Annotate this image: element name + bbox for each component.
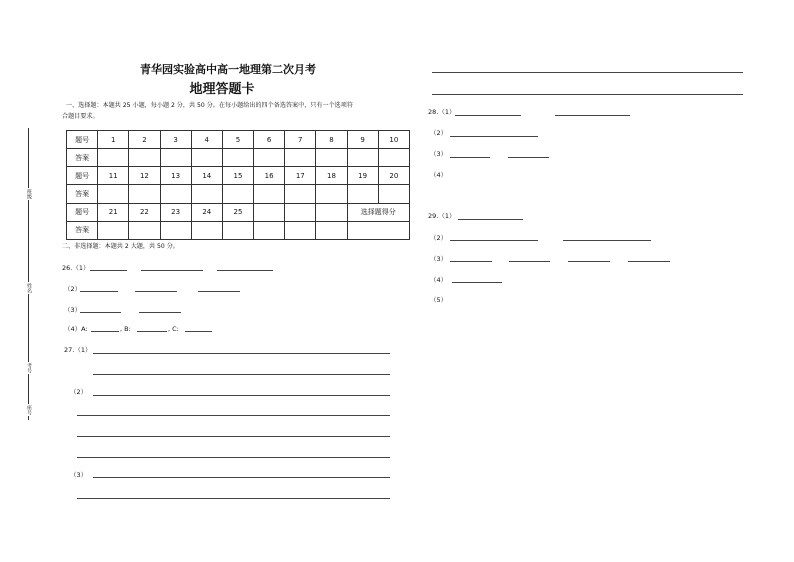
row-label-answer: 答案 — [67, 185, 98, 203]
answer-cell — [160, 185, 191, 203]
section-one-instruction-continued: 合题目要求。 — [62, 113, 99, 120]
question-number-cell: 14 — [191, 167, 222, 185]
q27-part1-label: 27.（1） — [64, 346, 92, 354]
question-number-row — [67, 131, 410, 149]
answer-blank — [555, 115, 630, 116]
q26-part4-label: （4）A: — [64, 325, 88, 333]
class-label: 班级 — [26, 189, 32, 199]
question-number-cell: 9 — [347, 131, 378, 149]
answer-cell — [222, 185, 253, 203]
q27-part3-label: （3） — [70, 471, 88, 479]
name-label: 姓名 — [26, 283, 32, 293]
q28-part4-label: （4） — [430, 171, 448, 179]
question-number-cell: 11 — [98, 167, 129, 185]
question-number-cell: 25 — [222, 203, 253, 221]
question-number-cell: 3 — [160, 131, 191, 149]
answer-blank — [139, 312, 181, 313]
question-number-cell: 8 — [316, 131, 347, 149]
answer-blank — [508, 157, 549, 158]
question-number-cell: 17 — [285, 167, 316, 185]
answer-cell — [191, 185, 222, 203]
seat-number-label: 座号 — [26, 405, 32, 415]
answer-cell — [129, 221, 160, 239]
q28-part2-label: （2） — [430, 129, 448, 137]
question-number-row — [67, 203, 410, 221]
answer-cell — [285, 221, 316, 239]
answer-cell — [254, 185, 285, 203]
answer-cell — [378, 149, 409, 167]
question-number-cell: 15 — [222, 167, 253, 185]
answer-blank — [563, 240, 651, 241]
answer-blank — [141, 270, 203, 271]
question-number-cell: 7 — [285, 131, 316, 149]
answer-line — [432, 72, 743, 73]
answer-cell — [191, 221, 222, 239]
answer-cell — [347, 149, 378, 167]
choice-table — [66, 130, 410, 240]
q26-part2-label: （2） — [64, 285, 82, 293]
answer-cell — [129, 185, 160, 203]
answer-line — [77, 457, 390, 458]
answer-line — [93, 395, 390, 396]
row-label-answer: 答案 — [67, 149, 98, 167]
answer-sheet-title: 地理答题卡 — [189, 82, 255, 97]
section-two-instruction: 二、非选择题：本题共 2 大题，共 50 分。 — [62, 243, 179, 250]
answer-blank — [80, 291, 118, 292]
question-number-cell: 19 — [347, 167, 378, 185]
question-number-cell: 24 — [191, 203, 222, 221]
answer-blank — [137, 331, 167, 332]
answer-line — [93, 353, 390, 354]
score-value-cell — [347, 221, 409, 239]
question-number-cell: 20 — [378, 167, 409, 185]
answer-row — [67, 149, 410, 167]
question-number-cell: 12 — [129, 167, 160, 185]
row-label-number: 题号 — [67, 203, 98, 221]
answer-blank — [450, 261, 492, 262]
answer-blank — [628, 261, 670, 262]
answer-cell — [160, 149, 191, 167]
answer-blank — [90, 270, 127, 271]
empty-cell — [254, 203, 285, 221]
row-label-number: 题号 — [67, 167, 98, 185]
choice-table-body — [67, 131, 410, 240]
question-number-cell: 13 — [160, 167, 191, 185]
answer-blank — [452, 282, 502, 283]
question-number-cell: 16 — [254, 167, 285, 185]
q29-part1-label: 29.（1） — [428, 212, 456, 220]
exam-number-label: 考号 — [26, 363, 32, 373]
answer-blank — [450, 136, 538, 137]
answer-cell — [98, 149, 129, 167]
question-number-cell: 22 — [129, 203, 160, 221]
score-label-cell: 选择题得分 — [347, 203, 409, 221]
row-label-answer: 答案 — [67, 221, 98, 239]
q26-part1-label: 26.（1） — [62, 264, 90, 272]
answer-cell — [347, 185, 378, 203]
answer-cell — [378, 185, 409, 203]
answer-line — [77, 415, 390, 416]
question-number-row — [67, 167, 410, 185]
answer-cell — [285, 185, 316, 203]
question-number-cell: 2 — [129, 131, 160, 149]
question-number-cell: 21 — [98, 203, 129, 221]
answer-blank — [198, 291, 240, 292]
empty-cell — [285, 203, 316, 221]
answer-blank — [80, 312, 121, 313]
answer-line — [432, 94, 743, 95]
answer-cell — [254, 149, 285, 167]
answer-cell — [316, 221, 347, 239]
answer-line — [93, 477, 390, 478]
question-number-cell: 1 — [98, 131, 129, 149]
answer-blank — [455, 115, 521, 116]
empty-cell — [316, 203, 347, 221]
answer-cell — [191, 149, 222, 167]
question-number-cell: 4 — [191, 131, 222, 149]
q29-part5-label: （5） — [430, 296, 448, 304]
answer-cell — [98, 185, 129, 203]
answer-cell — [316, 185, 347, 203]
q26-part3-label: （3） — [64, 306, 82, 314]
answer-cell — [129, 149, 160, 167]
answer-line — [93, 374, 390, 375]
question-number-cell: 5 — [222, 131, 253, 149]
binding-line — [28, 128, 29, 420]
answer-cell — [254, 221, 285, 239]
answer-blank — [135, 291, 177, 292]
answer-cell — [316, 149, 347, 167]
q28-part1-label: 28.（1） — [428, 108, 456, 116]
question-number-cell: 6 — [254, 131, 285, 149]
answer-cell — [222, 221, 253, 239]
answer-line — [77, 498, 390, 499]
exam-title: 青华园实验高中高一地理第二次月考 — [140, 63, 316, 76]
q26-part4-b-label: , B: — [120, 325, 131, 333]
answer-blank — [91, 331, 119, 332]
q29-part2-label: （2） — [430, 234, 448, 242]
q29-part4-label: （4） — [430, 276, 448, 284]
q27-part2-label: （2） — [70, 388, 88, 396]
answer-blank — [458, 219, 523, 220]
answer-cell — [160, 221, 191, 239]
answer-cell — [98, 221, 129, 239]
row-label-number: 题号 — [67, 131, 98, 149]
answer-blank — [217, 270, 273, 271]
question-number-cell: 23 — [160, 203, 191, 221]
answer-blank — [568, 261, 610, 262]
answer-blank — [450, 240, 538, 241]
section-one-instruction: 一、选择题：本题共 25 小题，每小题 2 分，共 50 分。在每小题给出的四个备选答案中，只有一个选项符 — [66, 102, 353, 109]
answer-blank — [509, 261, 550, 262]
answer-blank — [450, 157, 490, 158]
answer-line — [77, 436, 390, 437]
answer-blank — [185, 331, 212, 332]
question-number-cell: 10 — [378, 131, 409, 149]
answer-row — [67, 221, 410, 239]
q28-part3-label: （3） — [430, 150, 448, 158]
answer-cell — [285, 149, 316, 167]
q29-part3-label: （3） — [430, 255, 448, 263]
answer-row — [67, 185, 410, 203]
q26-part4-c-label: , C: — [168, 325, 179, 333]
question-number-cell: 18 — [316, 167, 347, 185]
answer-cell — [222, 149, 253, 167]
